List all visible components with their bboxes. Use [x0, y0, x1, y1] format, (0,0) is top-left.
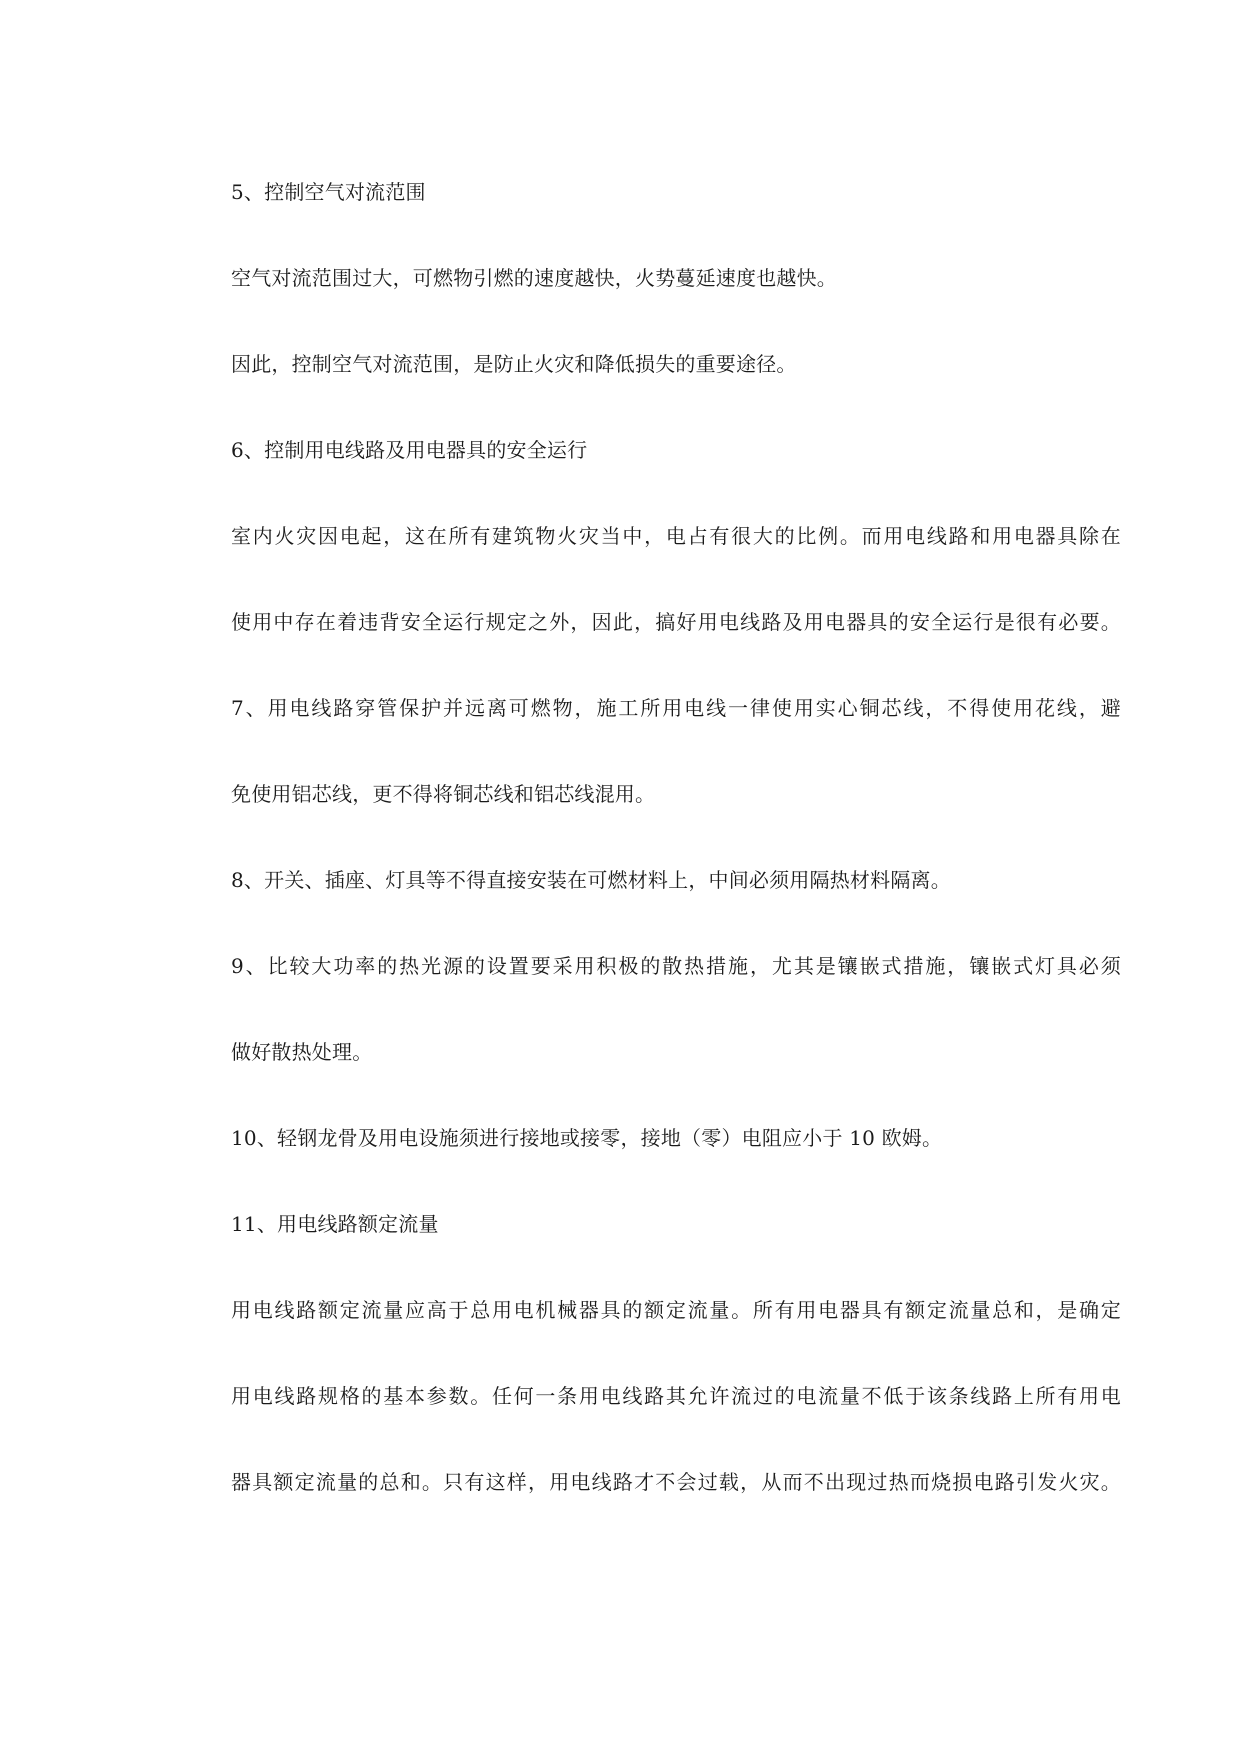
- paragraph-line: 室内火灾因电起，这在所有建筑物火灾当中，电占有很大的比例。而用电线路和用电器具除在: [231, 524, 1121, 548]
- paragraph-line: 做好散热处理。: [231, 1040, 373, 1064]
- paragraph-line: 使用中存在着违背安全运行规定之外，因此，搞好用电线路及用电器具的安全运行是很有必要。: [231, 610, 1121, 634]
- paragraph-line: 用电线路额定流量应高于总用电机械器具的额定流量。所有用电器具有额定流量总和，是确定: [231, 1298, 1121, 1322]
- heading-6: 6、控制用电线路及用电器具的安全运行: [231, 438, 588, 462]
- paragraph-line: 用电线路规格的基本参数。任何一条用电线路其允许流过的电流量不低于该条线路上所有用电: [231, 1384, 1121, 1408]
- paragraph-line: 免使用铝芯线，更不得将铜芯线和铝芯线混用。: [231, 782, 656, 806]
- paragraph-line: 因此，控制空气对流范围，是防止火灾和降低损失的重要途径。: [231, 352, 797, 376]
- paragraph-line: 10、轻钢龙骨及用电设施须进行接地或接零，接地（零）电阻应小于 10 欧姆。: [231, 1126, 943, 1150]
- paragraph-line: 7、用电线路穿管保护并远离可燃物，施工所用电线一律使用实心铜芯线，不得使用花线，避: [231, 696, 1121, 720]
- paragraph-line: 9、比较大功率的热光源的设置要采用积极的散热措施，尤其是镶嵌式措施，镶嵌式灯具必须: [231, 954, 1121, 978]
- paragraph-line: 空气对流范围过大，可燃物引燃的速度越快，火势蔓延速度也越快。: [231, 266, 837, 290]
- heading-5: 5、控制空气对流范围: [231, 180, 426, 204]
- paragraph-line: 8、开关、插座、灯具等不得直接安装在可燃材料上，中间必须用隔热材料隔离。: [231, 868, 951, 892]
- paragraph-line: 器具额定流量的总和。只有这样，用电线路才不会过载，从而不出现过热而烧损电路引发火灾。: [231, 1470, 1121, 1494]
- heading-11: 11、用电线路额定流量: [231, 1212, 439, 1236]
